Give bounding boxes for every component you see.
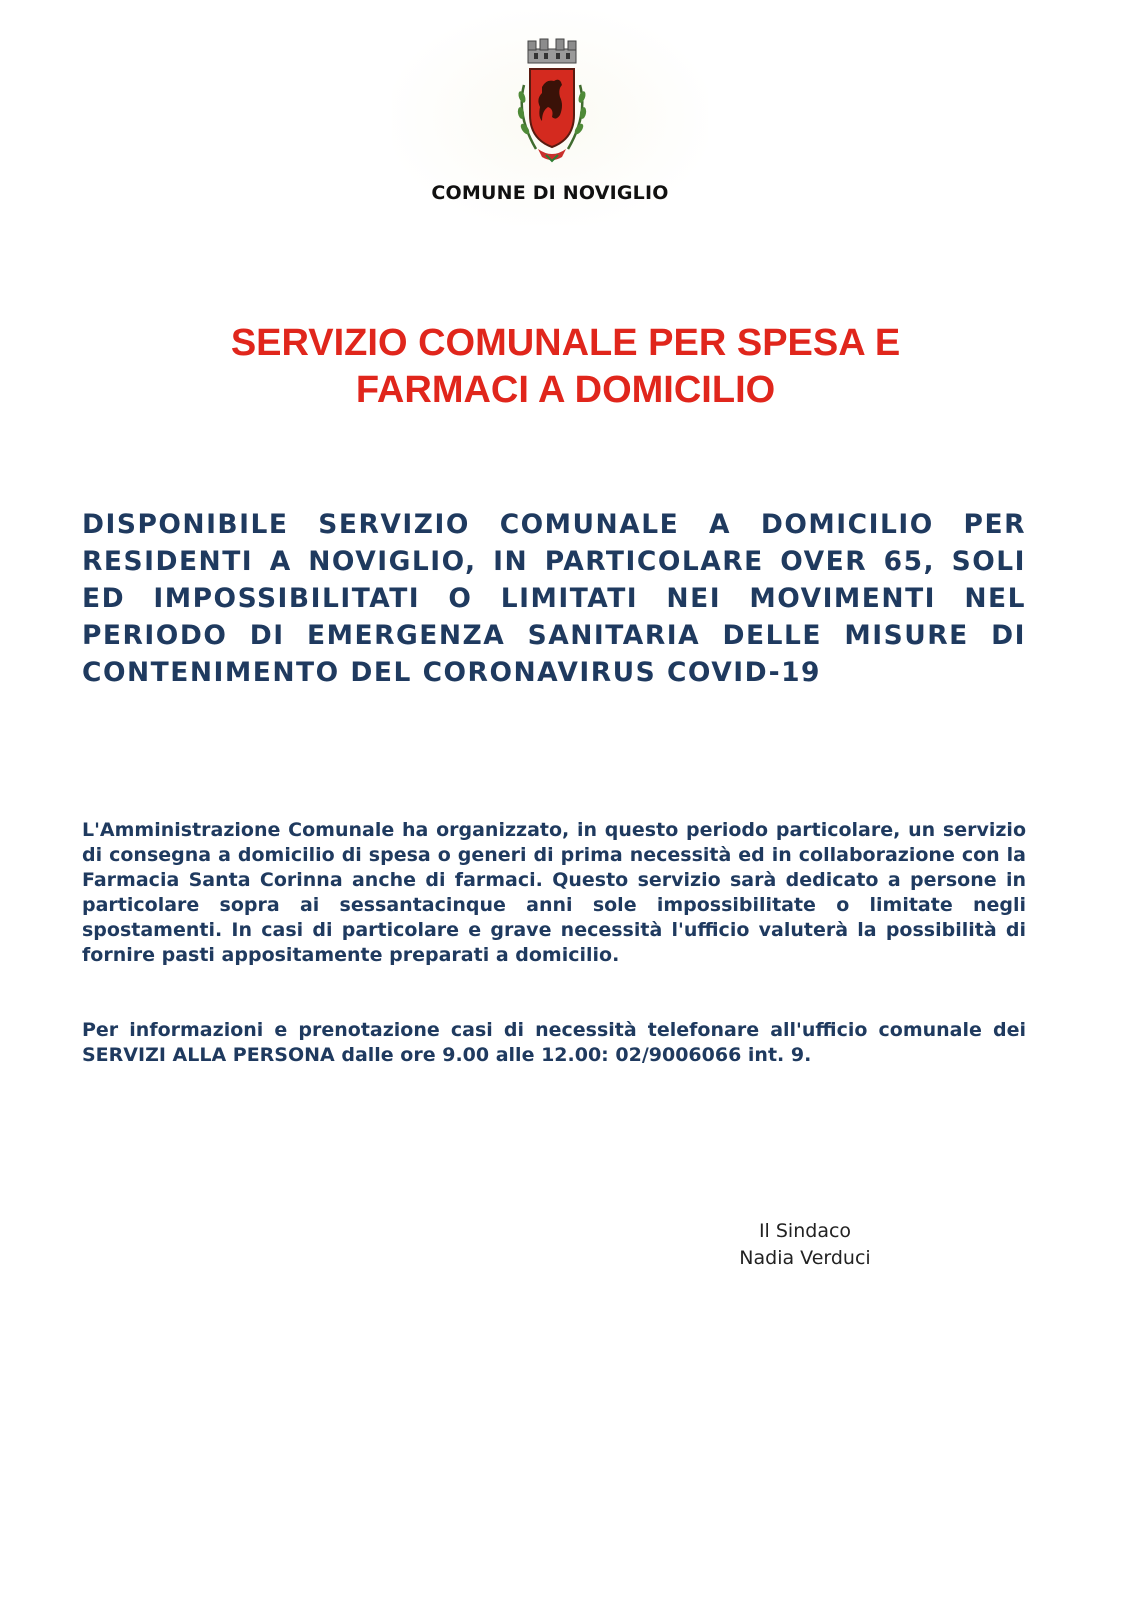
announcement-heading: DISPONIBILE SERVIZIO COMUNALE A DOMICILIO PER RESIDENTI A NOVIGLIO, IN PARTICOLARE OVER 65, SOLI ED IMPOSSIBILITATI O LIMITATI NEI MOVIMENTI NEL PERIODO DI EMERGENZA SANITARIA DELLE MISURE DI CONTENIMENTO DEL CORONAVIRUS COVID-19 xyxy=(82,509,1026,688)
signature-role: Il Sindaco xyxy=(758,1220,852,1242)
letterhead xyxy=(392,10,708,225)
comune-name: COMUNE DI NOVIGLIO xyxy=(431,182,669,204)
body-paragraph-service: L'Amministrazione Comunale ha organizzato, in questo periodo particolare, un servizio di consegna a domicilio di spesa o generi di prima necessità ed in collaborazione con la Farmacia Santa Corinna anche di farmaci. Questo servizio sarà dedicato a persone in particolare sopra ai sessantacinque anni sole impossibilitate o limitate negli spostamenti. In casi di particolare e grave necessità l'ufficio valuterà la possibilità di fornire pasti appositamente preparati a domicilio. xyxy=(82,819,1026,966)
title-line-1: SERVIZIO COMUNALE PER SPESA E xyxy=(230,322,901,364)
municipal-crest-icon xyxy=(512,35,592,175)
body-paragraph-contact: Per informazioni e prenotazione casi di necessità telefonare all'ufficio comunale dei SERVIZI ALLA PERSONA dalle ore 9.00 alle 12.00: 02/9006066 int. 9. xyxy=(82,1019,1026,1066)
signature-block xyxy=(700,1218,910,1272)
title-line-2: FARMACI A DOMICILIO xyxy=(355,369,776,411)
signature-name: Nadia Verduci xyxy=(739,1247,871,1269)
page-title xyxy=(100,320,1031,414)
